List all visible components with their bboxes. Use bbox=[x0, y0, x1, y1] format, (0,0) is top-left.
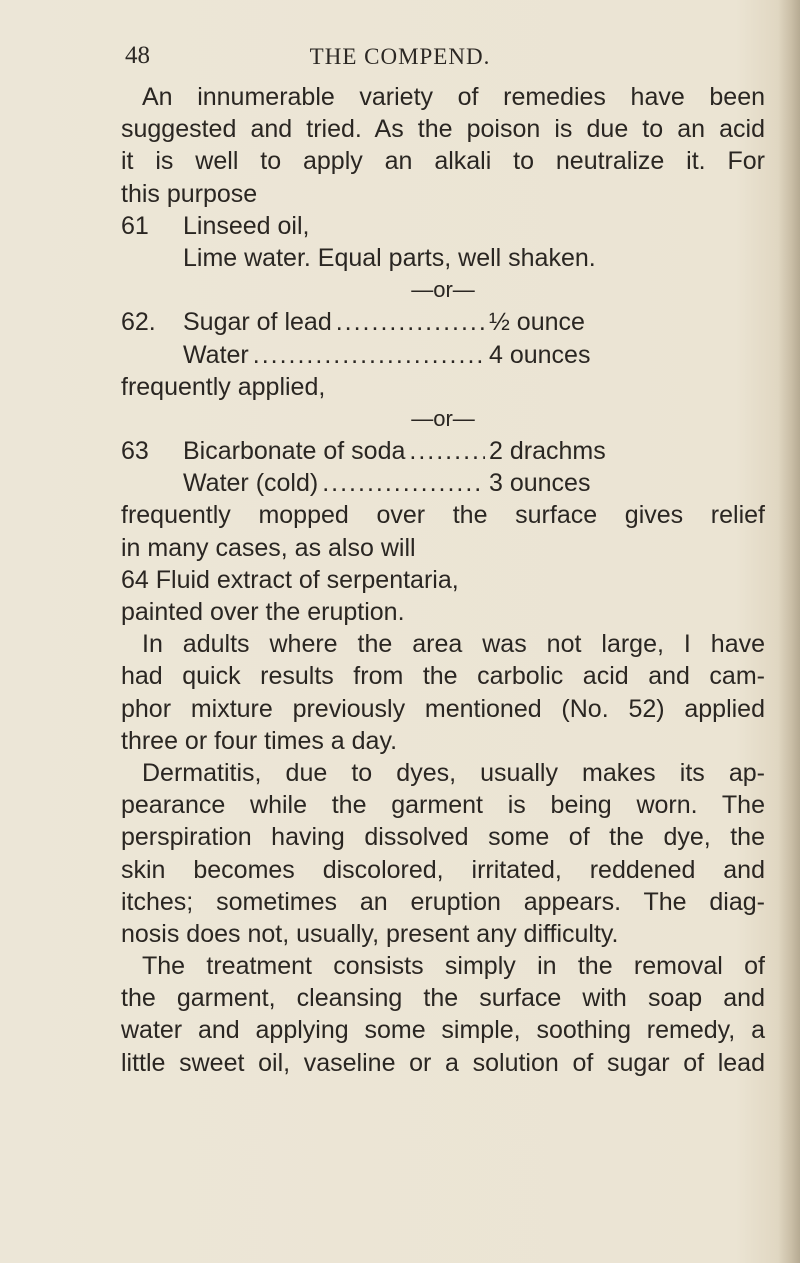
paragraph-line: pearance while the garment is being worn. The bbox=[121, 791, 765, 820]
paragraph-line: The treatment consists simply in the removal of bbox=[142, 952, 765, 981]
recipe-ingredient: Water (cold) bbox=[183, 469, 319, 498]
recipe-64-line: 64 Fluid extract of serpentaria, bbox=[121, 565, 459, 594]
paragraph-line: this purpose bbox=[121, 179, 258, 208]
or-separator: —or— bbox=[411, 405, 475, 431]
running-title: THE COMPEND. bbox=[309, 44, 491, 69]
paragraph-line: suggested and tried. As the poison is due to an acid bbox=[121, 115, 765, 144]
recipe-quantity: ½ ounce bbox=[489, 308, 585, 337]
recipe-number: 61 bbox=[121, 211, 149, 240]
recipe-61-line bbox=[121, 210, 765, 242]
or-separator: —or— bbox=[411, 277, 475, 303]
dot-leader bbox=[253, 339, 485, 371]
page-edge-shadow bbox=[778, 0, 800, 1263]
paragraph-line: In adults where the area was not large, I have bbox=[142, 630, 765, 659]
recipe-63-line bbox=[183, 467, 661, 499]
recipe-62-line bbox=[183, 339, 661, 371]
page-number: 48 bbox=[125, 42, 150, 69]
recipe-quantity: 4 ounces bbox=[489, 340, 591, 369]
recipe-number: 62. bbox=[121, 308, 156, 337]
recipe-number: 63 bbox=[121, 437, 149, 466]
recipe-ingredient: Sugar of lead bbox=[183, 308, 332, 337]
recipe-ingredient: Linseed oil, bbox=[183, 211, 310, 240]
paragraph-line: the garment, cleansing the surface with soap and bbox=[121, 984, 765, 1013]
dot-leader bbox=[409, 435, 485, 467]
paragraph-line: water and applying some simple, soothing remedy, a bbox=[121, 1016, 765, 1045]
paragraph-line: frequently mopped over the surface gives relief bbox=[121, 501, 765, 530]
recipe-ingredient: Water bbox=[183, 340, 249, 369]
paragraph-line: perspiration having dissolved some of the dye, the bbox=[121, 823, 765, 852]
dot-leader bbox=[322, 467, 485, 499]
paragraph-line: phor mixture previously mentioned (No. 52) applied bbox=[121, 694, 765, 723]
page-body bbox=[121, 81, 765, 1079]
paragraph-line: An innumerable variety of remedies have been bbox=[142, 83, 765, 111]
paragraph-line: in many cases, as also will bbox=[121, 533, 416, 562]
recipe-63-line bbox=[121, 435, 661, 467]
recipe-ingredient: Lime water. Equal parts, well shaken. bbox=[183, 243, 596, 272]
recipe-quantity: 2 drachms bbox=[489, 437, 606, 466]
paragraph-line: nosis does not, usually, present any difficulty. bbox=[121, 919, 619, 948]
recipe-note: frequently applied, bbox=[121, 372, 326, 401]
paragraph-line: had quick results from the carbolic acid and cam- bbox=[121, 662, 765, 691]
recipe-note: painted over the eruption. bbox=[121, 598, 405, 626]
dot-leader bbox=[336, 306, 485, 338]
paragraph-line: little sweet oil, vaseline or a solution of sugar of lead bbox=[121, 1048, 765, 1077]
recipe-ingredient: Bicarbonate of soda bbox=[183, 437, 406, 466]
paragraph-line: itches; sometimes an eruption appears. The diag- bbox=[121, 887, 765, 916]
paragraph-line: it is well to apply an alkali to neutralize it. For bbox=[121, 147, 765, 176]
paragraph-line: three or four times a day. bbox=[121, 726, 398, 755]
recipe-62-line bbox=[121, 306, 661, 338]
recipe-quantity: 3 ounces bbox=[489, 469, 591, 498]
paragraph-line: skin becomes discolored, irritated, reddened and bbox=[121, 855, 765, 884]
paragraph-line: Dermatitis, due to dyes, usually makes its ap- bbox=[142, 758, 765, 787]
